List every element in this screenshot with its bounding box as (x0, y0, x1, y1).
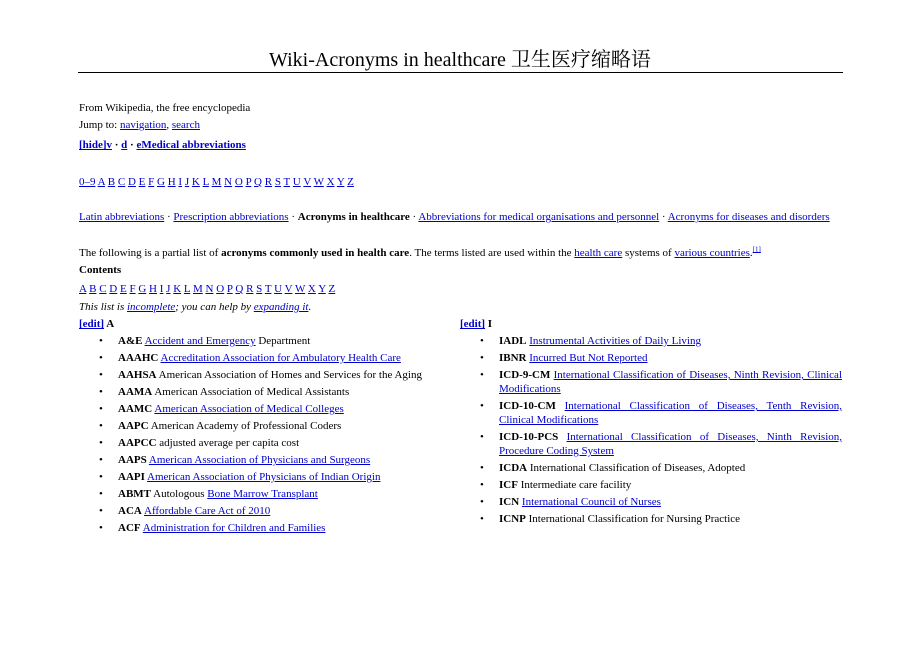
alphabet-link[interactable]: N (205, 283, 214, 295)
jump-comma: , (166, 119, 172, 131)
related-sep: · (288, 211, 298, 223)
bullet-icon: • (99, 386, 103, 398)
alphabet-link[interactable]: T (283, 176, 291, 188)
intro-text: The following is a partial list of (79, 247, 222, 259)
alphabet-link[interactable]: W (313, 176, 324, 188)
acronym-list-item (79, 487, 439, 501)
acronym-definition-link[interactable]: International Council of Nurses (521, 496, 661, 508)
related-lists (79, 210, 842, 224)
acronym-list-item (79, 334, 439, 348)
incomplete-link[interactable]: incomplete (127, 301, 176, 313)
alphabet-link[interactable]: O (234, 176, 243, 188)
acronym-list-item (79, 368, 439, 382)
alphabet-link[interactable]: L (183, 283, 191, 295)
acronym-list-item (79, 470, 439, 484)
bullet-icon: • (99, 420, 103, 432)
bullet-icon: • (480, 513, 484, 525)
view-link[interactable]: v (106, 139, 112, 151)
alphabet-link[interactable]: J (166, 283, 171, 295)
acronym: ACF (118, 522, 141, 534)
acronym-list-item (79, 436, 439, 450)
acronym: ABMT (118, 488, 151, 500)
acronym-list-item (460, 512, 842, 526)
alphabet-index-2 (79, 282, 335, 296)
acronym-list-item (79, 521, 439, 535)
intro-text: . The terms listed are used within the (409, 247, 575, 259)
intro-paragraph (79, 246, 761, 260)
acronym: AAMA (118, 386, 153, 398)
acronym: AAPC (118, 420, 149, 432)
acronym-list-item (79, 351, 439, 365)
alphabet-link[interactable]: Y (336, 176, 345, 188)
alphabet-link[interactable]: A (97, 176, 105, 188)
bullet-icon: • (99, 437, 103, 449)
various-countries-link[interactable]: various countries (674, 247, 750, 259)
incomplete-notice (79, 300, 311, 314)
acronym: AAAHC (118, 352, 159, 364)
contents-heading: Contents (79, 264, 122, 276)
alphabet-link[interactable]: T (264, 283, 272, 295)
bullet-icon: • (99, 403, 103, 415)
alphabet-link[interactable]: S (274, 176, 281, 188)
alphabet-link[interactable]: K (191, 176, 200, 188)
bullet-icon: • (99, 488, 103, 500)
section-a-list (79, 334, 439, 535)
acronym-definition-link[interactable]: Instrumental Activities of Daily Living (529, 335, 701, 347)
section-i (460, 317, 842, 529)
section-a-letter: A (106, 318, 115, 330)
discuss-link[interactable]: d (121, 139, 128, 151)
title-rule (78, 72, 843, 73)
acronym-definition: adjusted average per capita cost (156, 437, 300, 449)
alphabet-link[interactable]: E (138, 176, 146, 188)
bullet-icon: • (480, 335, 484, 347)
bullet-icon: • (480, 369, 484, 381)
alphabet-link[interactable]: Y (318, 283, 326, 295)
bullet-icon: • (99, 505, 103, 517)
alphabet-link[interactable]: V (284, 283, 293, 295)
alphabet-link[interactable]: F (148, 176, 155, 188)
reference-1-link[interactable]: [1] (752, 245, 761, 254)
alphabet-link[interactable]: Q (235, 283, 244, 295)
section-a (79, 317, 439, 538)
bullet-icon: • (480, 431, 484, 443)
acronym: ACA (118, 505, 142, 517)
acronym-definition: American Association of Homes and Services for the Aging (156, 369, 422, 381)
bullet-icon: • (480, 496, 484, 508)
alphabet-link[interactable]: H (149, 283, 157, 295)
bullet-icon: • (99, 522, 103, 534)
acronym: IBNR (499, 352, 527, 364)
acronym: ICD-10-CM (499, 400, 556, 412)
related-sep: · (659, 211, 668, 223)
acronym-list-item (79, 504, 439, 518)
bullet-icon: • (99, 352, 103, 364)
bullet-icon: • (480, 352, 484, 364)
alphabet-link[interactable]: R (264, 176, 273, 188)
latin-abbreviations-link[interactable]: Latin abbreviations (79, 211, 165, 223)
bullet-icon: • (480, 479, 484, 491)
navbox-sep-2: · (127, 139, 137, 151)
alphabet-link[interactable]: U (292, 176, 301, 188)
acronym-definition-link[interactable]: American Association of Physicians and Surgeons (148, 454, 371, 466)
alphabet-index-1 (79, 175, 354, 189)
acronym-definition-link[interactable]: Accreditation Association for Ambulatory Health Care (160, 352, 401, 364)
section-i-heading (460, 317, 842, 334)
alphabet-link[interactable]: Z (347, 176, 354, 188)
acronym-list-item (460, 351, 842, 365)
intro-text: systems of (622, 247, 675, 259)
acronym-list-item (79, 453, 439, 467)
navbox-header (79, 138, 246, 152)
acronym-definition-link[interactable]: Incurred But Not Reported (529, 352, 648, 364)
alphabet-link[interactable]: N (224, 176, 233, 188)
acronym: ICNP (499, 513, 526, 525)
acronym-list-item (460, 430, 842, 458)
section-i-list (460, 334, 842, 526)
alphabet-link[interactable]: G (138, 283, 147, 295)
bullet-icon: • (99, 335, 103, 347)
acronym-list-item (79, 402, 439, 416)
acronym-list-item (460, 461, 842, 475)
alphabet-link[interactable]: E (119, 283, 127, 295)
acronym-list-item (79, 385, 439, 399)
alphabet-link[interactable]: L (202, 176, 209, 188)
alphabet-link[interactable]: X (307, 283, 316, 295)
acronym-definition: Autologous (151, 488, 208, 500)
acronym-definition-link[interactable]: International Classification of Diseases, Tenth Revision, Clinical Modifications (499, 400, 842, 426)
prescription-abbreviations-link[interactable]: Prescription abbreviations (173, 211, 289, 223)
alphabet-link[interactable]: I (159, 283, 164, 295)
search-link[interactable]: search (171, 119, 200, 131)
alphabet-link[interactable]: X (326, 176, 335, 188)
alphabet-link[interactable]: 0–9 (79, 176, 96, 188)
incomplete-text: ; you can help by (175, 301, 254, 313)
alphabet-link[interactable]: P (245, 176, 252, 188)
acronym-list-item (460, 478, 842, 492)
alphabet-link[interactable]: K (173, 283, 182, 295)
alphabet-link[interactable]: G (157, 176, 165, 188)
acronym: A&E (118, 335, 143, 347)
acronym: AAHSA (118, 369, 157, 381)
alphabet-link[interactable]: B (89, 283, 97, 295)
acronym-list-item (460, 399, 842, 427)
acronym-definition: American Association of Medical Assistants (152, 386, 350, 398)
alphabet-link[interactable]: U (274, 283, 283, 295)
current-list-label: Acronyms in healthcare (297, 211, 410, 223)
section-i-letter: I (487, 318, 493, 330)
incomplete-text: . (308, 301, 312, 313)
acronym: AAPI (118, 471, 145, 483)
from-wikipedia: From Wikipedia, the free encyclopedia (79, 102, 251, 114)
acronym-definition-link[interactable]: Accident and Emergency (144, 335, 256, 347)
acronym-definition: Intermediate care facility (517, 479, 632, 491)
alphabet-link[interactable]: F (129, 283, 136, 295)
acronym: AAMC (118, 403, 153, 415)
alphabet-link[interactable]: W (294, 283, 306, 295)
alphabet-link[interactable]: S (256, 283, 263, 295)
alphabet-link[interactable]: C (117, 176, 126, 188)
acronym-list-item (79, 419, 439, 433)
intro-bold: acronyms commonly used in health care (221, 247, 410, 259)
alphabet-link[interactable]: A (79, 283, 87, 295)
incomplete-text: This list is (79, 301, 127, 313)
expanding-it-link[interactable]: expanding it (253, 301, 309, 313)
navbox-sep-1: · (112, 139, 122, 151)
disease-acronyms-link[interactable]: Acronyms for diseases and disorders (667, 211, 830, 223)
organisation-abbreviations-link[interactable]: Abbreviations for medical organisations and personnel (418, 211, 660, 223)
jump-prefix: Jump to: (79, 119, 120, 131)
bullet-icon: • (99, 454, 103, 466)
acronym-definition-link[interactable]: Affordable Care Act of 2010 (144, 505, 271, 517)
acronym-definition-link[interactable]: American Association of Physicians of Indian Origin (147, 471, 381, 483)
hide-link[interactable]: [hide] (79, 139, 107, 151)
navigation-link[interactable]: navigation (119, 119, 167, 131)
alphabet-link[interactable]: I (178, 176, 183, 188)
acronym-list-item (460, 334, 842, 348)
bullet-icon: • (99, 369, 103, 381)
edit-section-i-link[interactable]: [edit] (460, 318, 486, 330)
alphabet-link[interactable]: C (99, 283, 107, 295)
alphabet-link[interactable]: R (246, 283, 254, 295)
acronym: ICD-9-CM (499, 369, 551, 381)
alphabet-link[interactable]: D (109, 283, 118, 295)
acronym-definition-link[interactable]: Administration for Children and Families (142, 522, 326, 534)
alphabet-link[interactable]: Q (254, 176, 262, 188)
section-a-heading (79, 317, 439, 334)
related-sep: · (409, 211, 419, 223)
alphabet-link[interactable]: H (167, 176, 176, 188)
acronym-definition: American Academy of Professional Coders (148, 420, 342, 432)
acronym-definition: International Classification for Nursing Practice (525, 513, 741, 525)
jump-to (79, 118, 200, 132)
related-sep: · (164, 211, 174, 223)
acronym: AAPS (118, 454, 147, 466)
alphabet-link[interactable]: M (211, 176, 222, 188)
document-title: Wiki-Acronyms in healthcare 卫生医疗缩略语 (269, 49, 651, 71)
bullet-icon: • (99, 471, 103, 483)
alphabet-link[interactable]: J (184, 176, 190, 188)
bullet-icon: • (480, 400, 484, 412)
acronym-definition-link[interactable]: International Classification of Diseases, Ninth Revision, Procedure Coding System (499, 431, 843, 457)
acronym-definition: International Classification of Diseases, Adopted (527, 462, 746, 474)
acronym: ICN (499, 496, 520, 508)
acronym-list-item (460, 368, 842, 396)
acronym-definition-link[interactable]: American Association of Medical Colleges (154, 403, 344, 415)
alphabet-link[interactable]: B (107, 176, 116, 188)
acronym-list-item (460, 495, 842, 509)
acronym: ICDA (499, 462, 528, 474)
acronym-definition: Department (255, 335, 311, 347)
bullet-icon: • (480, 462, 484, 474)
alphabet-link[interactable]: Z (328, 283, 336, 295)
acronym-definition-link[interactable]: International Classification of Diseases, Ninth Revision, Clinical Modifications (499, 369, 842, 395)
emedical-abbreviations-link[interactable]: eMedical abbreviations (136, 139, 246, 151)
edit-section-a-link[interactable]: [edit] (79, 318, 105, 330)
intro-text: . (749, 247, 753, 259)
alphabet-link[interactable]: P (226, 283, 233, 295)
alphabet-link[interactable]: V (303, 176, 312, 188)
acronym-definition-link[interactable]: Bone Marrow Transplant (207, 488, 318, 500)
acronym: ICD-10-PCS (499, 431, 559, 443)
alphabet-link[interactable]: O (216, 283, 225, 295)
acronym: AAPCC (118, 437, 157, 449)
health-care-link[interactable]: health care (574, 247, 623, 259)
alphabet-link[interactable]: M (192, 283, 203, 295)
alphabet-link[interactable]: D (127, 176, 136, 188)
acronym: IADL (499, 335, 527, 347)
acronym: ICF (499, 479, 518, 491)
